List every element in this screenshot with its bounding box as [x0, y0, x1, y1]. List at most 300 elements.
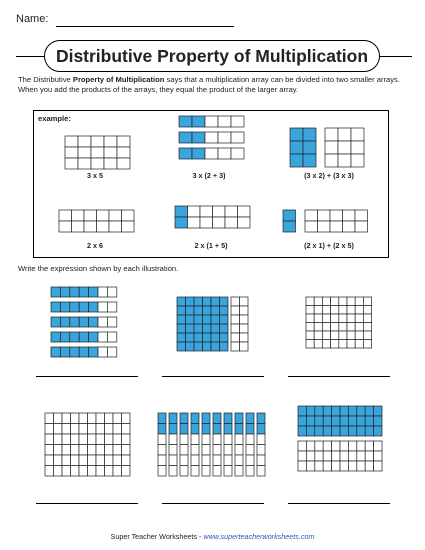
array-3x2-plus-3	[178, 115, 245, 160]
array-cell	[202, 413, 210, 424]
array-cell	[325, 141, 338, 154]
array-cell	[122, 466, 131, 477]
array-cell	[79, 434, 88, 445]
array-cell	[315, 416, 323, 426]
array-cell	[88, 413, 97, 424]
array-cell	[107, 332, 116, 342]
array-cell	[338, 128, 351, 141]
array-cell	[169, 445, 177, 456]
array-cell	[340, 461, 348, 471]
array-cell	[188, 206, 201, 217]
array-cell	[89, 287, 98, 297]
array-cell	[365, 406, 373, 416]
array-cell	[65, 147, 78, 158]
array-cell	[220, 297, 229, 306]
array-cell	[225, 217, 238, 228]
array-cell	[79, 413, 88, 424]
array-cell	[231, 342, 240, 351]
array-cell	[339, 306, 347, 315]
array-cell	[303, 128, 316, 141]
array-cell	[122, 221, 135, 232]
array-cell	[54, 466, 63, 477]
array-cell	[65, 158, 78, 169]
array-cell	[355, 306, 363, 315]
array-cell	[51, 302, 60, 312]
array-cell	[89, 347, 98, 357]
array-cell	[218, 148, 231, 159]
array-cell	[117, 136, 130, 147]
array-cell	[113, 434, 122, 445]
answer-line-5[interactable]	[162, 503, 264, 504]
problem-5-array	[157, 412, 266, 477]
array-cell	[365, 451, 373, 461]
array-cell	[318, 210, 331, 221]
array-cell	[169, 413, 177, 424]
array-cell	[79, 332, 88, 342]
array-cell	[45, 413, 54, 424]
array-cell	[177, 315, 186, 324]
array-cell	[113, 445, 122, 456]
array-cell	[322, 340, 330, 349]
array-cell	[202, 466, 210, 477]
array-cell	[71, 445, 80, 456]
array-cell	[357, 451, 365, 461]
array-cell	[213, 455, 221, 466]
array-cell	[218, 116, 231, 127]
array-cell	[45, 434, 54, 445]
array-cell	[192, 132, 205, 143]
array-cell	[51, 332, 60, 342]
array-cell	[117, 158, 130, 169]
array-cell	[98, 287, 107, 297]
array-cell	[175, 206, 188, 217]
array-cell	[202, 445, 210, 456]
array-cell	[314, 314, 322, 323]
array-cell	[51, 287, 60, 297]
array-cell	[186, 342, 195, 351]
array-cell	[158, 455, 166, 466]
array-cell	[104, 147, 117, 158]
array-cell	[339, 340, 347, 349]
array-cell	[257, 434, 265, 445]
array-cell	[203, 306, 212, 315]
array-cell	[339, 314, 347, 323]
array-cell	[257, 424, 265, 435]
answer-line-1[interactable]	[36, 376, 138, 377]
array-cell	[235, 445, 243, 456]
array-cell	[348, 441, 356, 451]
array-cell	[224, 455, 232, 466]
array-cell	[98, 347, 107, 357]
array-cell	[322, 306, 330, 315]
array-cell	[96, 434, 105, 445]
array-cell	[213, 413, 221, 424]
array-cell	[231, 315, 240, 324]
answer-line-2[interactable]	[162, 376, 264, 377]
array-cell	[314, 331, 322, 340]
array-cell	[303, 154, 316, 167]
array-cell	[194, 306, 203, 315]
array-cell	[363, 323, 371, 332]
array-cell	[213, 206, 226, 217]
array-cell	[306, 323, 314, 332]
array-cell	[298, 461, 306, 471]
array-cell	[225, 206, 238, 217]
name-line[interactable]	[56, 26, 234, 27]
array-cell	[191, 466, 199, 477]
array-cell	[96, 466, 105, 477]
caption-3: (3 x 2) + (3 x 3)	[304, 171, 354, 180]
array-cell	[62, 434, 71, 445]
array-cell	[315, 461, 323, 471]
array-cell	[89, 317, 98, 327]
array-cell	[315, 441, 323, 451]
array-cell	[79, 466, 88, 477]
intro-text-2: says that a multiplication array can be divided into two smaller arrays. When you add the products of the arrays, they equal the product of the larger array.	[18, 75, 400, 95]
array-cell	[347, 297, 355, 306]
array-cell	[315, 406, 323, 416]
array-cell	[203, 324, 212, 333]
array-cell	[347, 340, 355, 349]
array-cell	[306, 340, 314, 349]
array-cell	[363, 306, 371, 315]
array-cell	[62, 413, 71, 424]
caption-5: 2 x (1 + 5)	[194, 241, 228, 250]
array-3x3	[324, 127, 365, 168]
array-cell	[96, 413, 105, 424]
array-cell	[306, 461, 314, 471]
array-cell	[91, 136, 104, 147]
array-cell	[191, 413, 199, 424]
array-cell	[290, 141, 303, 154]
array-cell	[109, 221, 122, 232]
array-cell	[357, 426, 365, 436]
array-cell	[200, 217, 213, 228]
array-cell	[180, 434, 188, 445]
array-cell	[194, 333, 203, 342]
array-cell	[211, 306, 220, 315]
array-cell	[158, 466, 166, 477]
array-cell	[363, 331, 371, 340]
array-cell	[105, 424, 114, 435]
array-cell	[235, 434, 243, 445]
array-cell	[332, 451, 340, 461]
array-cell	[79, 455, 88, 466]
array-cell	[79, 445, 88, 456]
array-cell	[357, 406, 365, 416]
array-cell	[331, 297, 339, 306]
array-cell	[107, 302, 116, 312]
array-cell	[107, 317, 116, 327]
array-cell	[122, 413, 131, 424]
array-cell	[235, 424, 243, 435]
array-cell	[213, 217, 226, 228]
array-cell	[323, 426, 331, 436]
instructions: Write the expression shown by each illustration.	[18, 264, 179, 273]
array-cell	[71, 466, 80, 477]
array-cell	[231, 297, 240, 306]
array-cell	[348, 406, 356, 416]
caption-2: 3 x (2 + 3)	[192, 171, 226, 180]
array-cell	[59, 210, 72, 221]
problem-3-array	[305, 296, 373, 349]
array-cell	[365, 441, 373, 451]
array-cell	[203, 315, 212, 324]
array-cell	[179, 148, 192, 159]
array-cell	[70, 332, 79, 342]
array-cell	[200, 206, 213, 217]
problem-6-array-b	[297, 440, 383, 472]
title-rule-right	[380, 56, 412, 57]
array-cell	[306, 306, 314, 315]
array-cell	[96, 445, 105, 456]
array-cell	[211, 324, 220, 333]
array-cell	[340, 451, 348, 461]
array-cell	[318, 221, 331, 232]
array-cell	[347, 323, 355, 332]
answer-line-6[interactable]	[288, 503, 390, 504]
caption-4: 2 x 6	[87, 241, 103, 250]
array-cell	[257, 413, 265, 424]
array-cell	[355, 314, 363, 323]
array-cell	[105, 455, 114, 466]
array-cell	[186, 297, 195, 306]
array-cell	[203, 297, 212, 306]
array-cell	[298, 451, 306, 461]
answer-line-4[interactable]	[36, 503, 138, 504]
array-cell	[62, 466, 71, 477]
array-cell	[348, 461, 356, 471]
array-cell	[331, 306, 339, 315]
array-cell	[71, 413, 80, 424]
array-cell	[71, 424, 80, 435]
array-cell	[363, 314, 371, 323]
array-cell	[323, 416, 331, 426]
array-cell	[70, 347, 79, 357]
array-cell	[169, 424, 177, 435]
array-cell	[54, 424, 63, 435]
array-cell	[213, 424, 221, 435]
array-cell	[79, 424, 88, 435]
intro-text-1: The Distributive	[18, 75, 73, 84]
array-cell	[339, 323, 347, 332]
array-cell	[298, 426, 306, 436]
array-cell	[331, 331, 339, 340]
array-cell	[78, 158, 91, 169]
array-cell	[122, 434, 131, 445]
array-cell	[374, 441, 382, 451]
intro-bold: Property of Multiplication	[72, 75, 165, 84]
array-cell	[322, 314, 330, 323]
array-cell	[283, 221, 296, 232]
array-cell	[240, 324, 249, 333]
array-cell	[191, 455, 199, 466]
array-cell	[60, 317, 69, 327]
array-cell	[246, 455, 254, 466]
array-cell	[203, 333, 212, 342]
array-cell	[330, 210, 343, 221]
array-cell	[72, 210, 85, 221]
array-2x6	[58, 209, 135, 233]
array-cell	[314, 340, 322, 349]
array-cell	[347, 331, 355, 340]
array-cell	[365, 416, 373, 426]
array-cell	[220, 342, 229, 351]
array-cell	[314, 297, 322, 306]
array-cell	[363, 297, 371, 306]
array-cell	[192, 116, 205, 127]
array-3x2	[289, 127, 317, 168]
array-cell	[238, 206, 251, 217]
answer-line-3[interactable]	[288, 376, 390, 377]
array-cell	[374, 426, 382, 436]
array-cell	[205, 148, 218, 159]
array-cell	[347, 306, 355, 315]
array-cell	[246, 413, 254, 424]
array-cell	[188, 217, 201, 228]
array-cell	[60, 347, 69, 357]
array-cell	[343, 221, 356, 232]
example-label: example:	[38, 114, 71, 123]
array-cell	[339, 331, 347, 340]
array-cell	[332, 426, 340, 436]
array-cell	[51, 317, 60, 327]
array-cell	[246, 466, 254, 477]
array-cell	[348, 416, 356, 426]
array-cell	[54, 445, 63, 456]
array-cell	[235, 413, 243, 424]
array-cell	[338, 141, 351, 154]
array-2x1	[282, 209, 297, 233]
array-cell	[306, 331, 314, 340]
array-cell	[203, 342, 212, 351]
array-cell	[224, 434, 232, 445]
array-cell	[202, 434, 210, 445]
array-cell	[194, 315, 203, 324]
problem-4-array	[44, 412, 131, 477]
array-cell	[213, 466, 221, 477]
array-cell	[246, 445, 254, 456]
array-cell	[224, 466, 232, 477]
array-cell	[340, 426, 348, 436]
array-cell	[231, 306, 240, 315]
array-cell	[51, 347, 60, 357]
problem-1-array	[50, 286, 118, 358]
array-cell	[305, 210, 318, 221]
array-cell	[107, 347, 116, 357]
array-cell	[122, 210, 135, 221]
footer-url[interactable]: www.superteacherworksheets.com	[203, 532, 315, 541]
array-cell	[220, 324, 229, 333]
array-cell	[175, 217, 188, 228]
array-cell	[177, 306, 186, 315]
array-cell	[45, 455, 54, 466]
array-cell	[246, 424, 254, 435]
array-cell	[323, 451, 331, 461]
array-cell	[231, 116, 244, 127]
array-cell	[374, 461, 382, 471]
array-cell	[322, 331, 330, 340]
array-cell	[59, 221, 72, 232]
array-cell	[205, 116, 218, 127]
array-cell	[88, 424, 97, 435]
array-cell	[62, 445, 71, 456]
array-cell	[105, 413, 114, 424]
array-cell	[96, 455, 105, 466]
problem-2-array-b	[230, 296, 249, 352]
array-cell	[180, 424, 188, 435]
array-cell	[89, 332, 98, 342]
array-cell	[332, 441, 340, 451]
array-cell	[91, 147, 104, 158]
array-cell	[105, 445, 114, 456]
array-cell	[240, 306, 249, 315]
array-cell	[213, 434, 221, 445]
array-cell	[238, 217, 251, 228]
array-cell	[88, 434, 97, 445]
array-cell	[231, 132, 244, 143]
array-cell	[179, 132, 192, 143]
array-cell	[340, 416, 348, 426]
array-cell	[54, 455, 63, 466]
array-cell	[98, 332, 107, 342]
array-cell	[105, 466, 114, 477]
array-cell	[322, 297, 330, 306]
array-cell	[180, 455, 188, 466]
array-cell	[202, 455, 210, 466]
array-cell	[158, 413, 166, 424]
array-cell	[169, 455, 177, 466]
array-cell	[54, 434, 63, 445]
array-cell	[78, 147, 91, 158]
array-cell	[177, 342, 186, 351]
array-cell	[355, 323, 363, 332]
array-cell	[218, 132, 231, 143]
array-cell	[340, 406, 348, 416]
name-label: Name:	[16, 13, 49, 25]
array-cell	[122, 455, 131, 466]
footer	[0, 532, 425, 541]
array-cell	[347, 314, 355, 323]
array-cell	[298, 416, 306, 426]
array-cell	[62, 424, 71, 435]
array-cell	[331, 340, 339, 349]
array-cell	[191, 424, 199, 435]
page-title: Distributive Property of Multiplication	[44, 40, 380, 72]
array-cell	[240, 333, 249, 342]
array-cell	[70, 317, 79, 327]
array-cell	[330, 221, 343, 232]
array-cell	[79, 317, 88, 327]
array-cell	[224, 424, 232, 435]
array-cell	[104, 158, 117, 169]
array-cell	[331, 314, 339, 323]
array-cell	[202, 424, 210, 435]
array-cell	[113, 455, 122, 466]
array-cell	[109, 210, 122, 221]
array-cell	[332, 416, 340, 426]
array-cell	[79, 347, 88, 357]
array-cell	[169, 434, 177, 445]
array-cell	[306, 451, 314, 461]
array-cell	[325, 128, 338, 141]
array-cell	[158, 424, 166, 435]
array-cell	[257, 455, 265, 466]
array-cell	[306, 406, 314, 416]
array-cell	[355, 210, 368, 221]
array-cell	[70, 287, 79, 297]
array-cell	[220, 333, 229, 342]
